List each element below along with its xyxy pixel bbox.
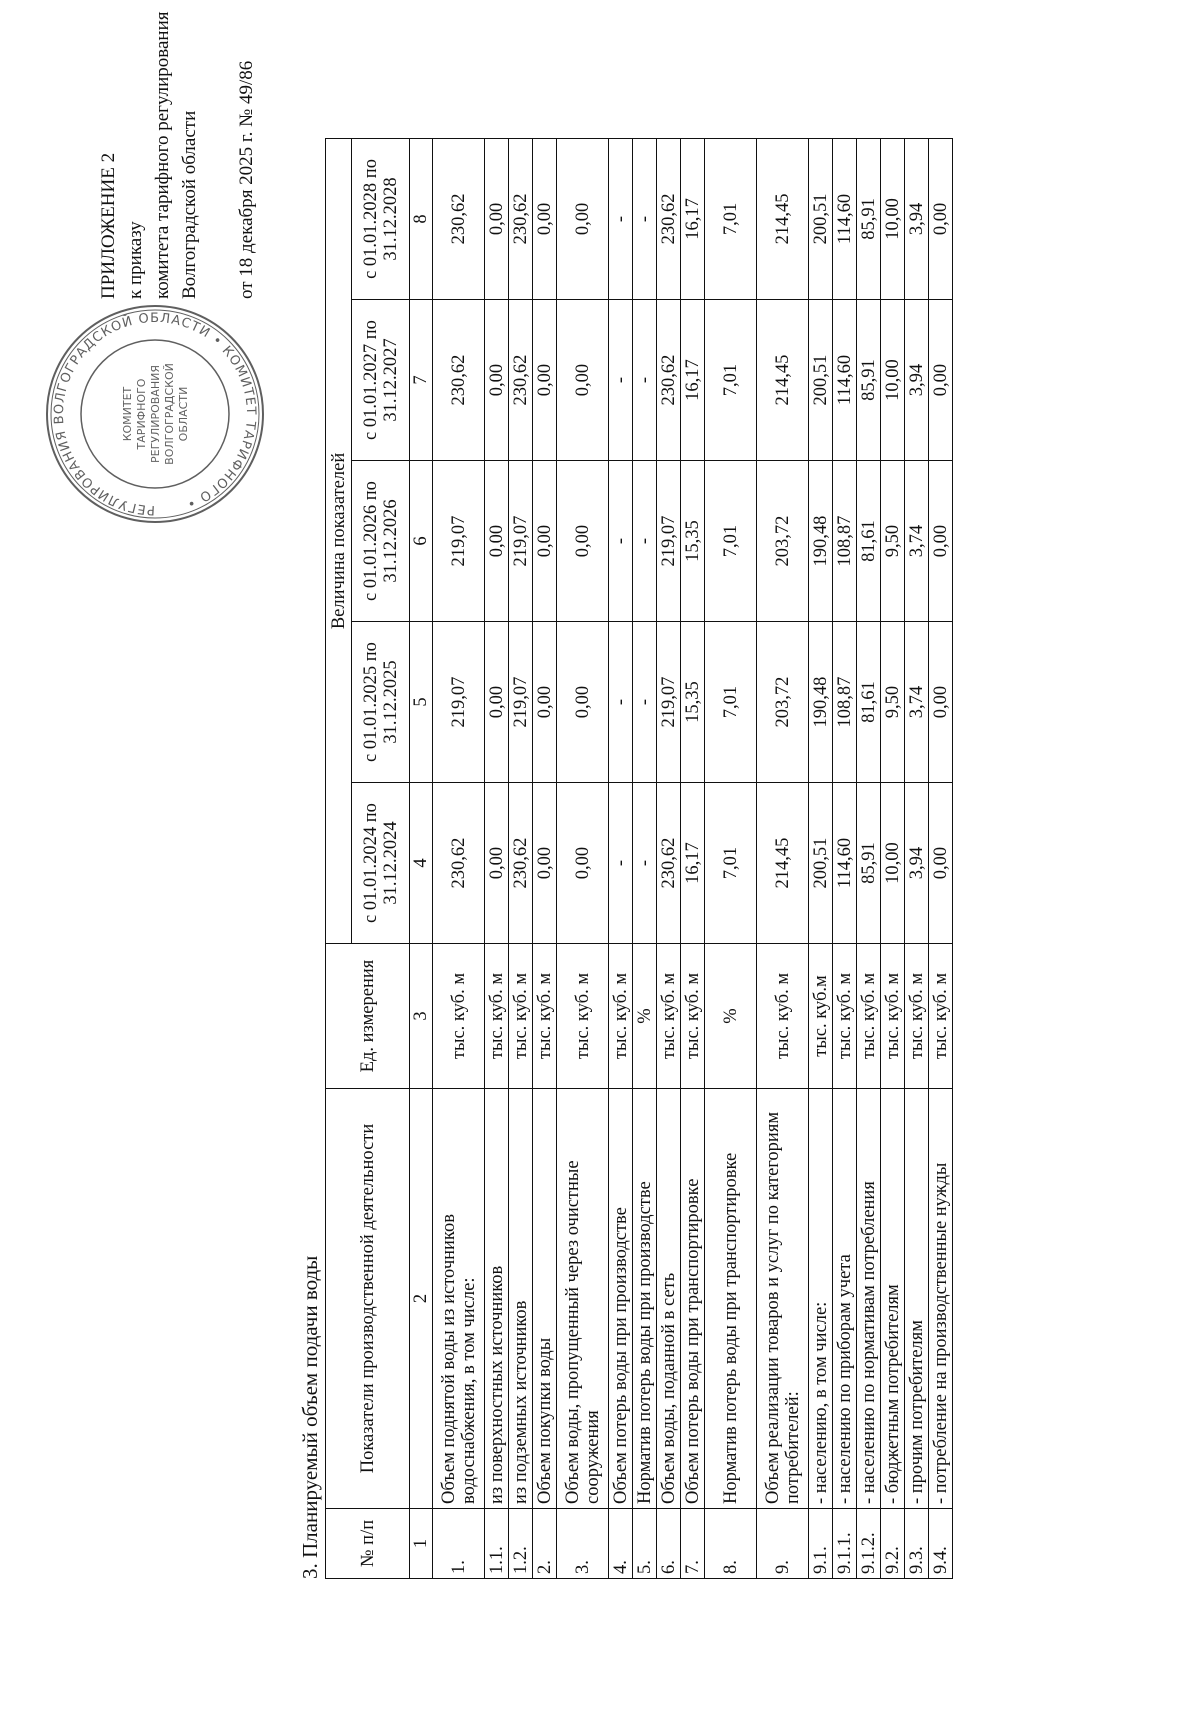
row-value: 81,61 (857, 622, 881, 783)
header-period: с 01.01.2028 по 31.12.2028 (352, 138, 410, 299)
row-unit: тыс. куб. м (485, 944, 509, 1089)
row-value: 3,74 (905, 622, 929, 783)
table-row (485, 138, 509, 1578)
row-value: - (633, 461, 657, 622)
row-value: 7,01 (705, 461, 757, 622)
row-number: 5. (633, 1509, 657, 1579)
row-unit: тыс. куб. м (757, 944, 809, 1089)
row-unit: тыс. куб. м (657, 944, 681, 1089)
row-value: 0,00 (485, 783, 509, 944)
seal-line: ОБЛАСТИ (177, 386, 190, 442)
row-number: 9.2. (881, 1509, 905, 1579)
header-unit: Ед. измерения (326, 944, 410, 1089)
row-value: 0,00 (533, 300, 557, 461)
table-body (433, 138, 953, 1578)
row-value: 219,07 (433, 461, 485, 622)
order-ref: к приказу (125, 221, 146, 299)
row-unit: % (705, 944, 757, 1089)
row-value: - (609, 138, 633, 299)
row-value: 200,51 (809, 300, 833, 461)
row-value: 7,01 (705, 783, 757, 944)
row-value: 190,48 (809, 461, 833, 622)
row-unit: тыс. куб. м (929, 944, 953, 1089)
header-values-group: Величина показателей (326, 138, 352, 943)
column-index: 2 (410, 1089, 433, 1509)
row-value: 219,07 (509, 622, 533, 783)
row-indicator-name: Объем воды, пропущенный через очистные сооружения (557, 1089, 609, 1509)
committee-name: комитета тарифного регулирования (152, 11, 173, 299)
table-row (705, 138, 757, 1578)
row-number: 6. (657, 1509, 681, 1579)
row-unit: тыс. куб. м (609, 944, 633, 1089)
row-indicator-name: из подземных источников (509, 1089, 533, 1509)
row-value: 214,45 (757, 300, 809, 461)
table-row (857, 138, 881, 1578)
row-number: 2. (533, 1509, 557, 1579)
row-unit: тыс. куб. м (509, 944, 533, 1089)
row-indicator-name: - бюджетным потребителям (881, 1089, 905, 1509)
row-value: 230,62 (509, 783, 533, 944)
row-value: 15,35 (681, 461, 705, 622)
row-value: 0,00 (929, 622, 953, 783)
row-value: 0,00 (557, 300, 609, 461)
row-value: 219,07 (433, 622, 485, 783)
row-value: - (633, 783, 657, 944)
row-value: 0,00 (557, 783, 609, 944)
row-value: 0,00 (929, 783, 953, 944)
row-unit: тыс. куб.м (809, 944, 833, 1089)
appendix-header (95, 11, 260, 299)
seal-line: КОМИТЕТ (121, 386, 134, 442)
seal-line: ТАРИФНОГО (135, 378, 148, 450)
table-row (609, 138, 633, 1578)
appendix-title: ПРИЛОЖЕНИЕ 2 (98, 152, 119, 299)
water-supply-table (325, 138, 953, 1579)
row-unit: тыс. куб. м (881, 944, 905, 1089)
row-number: 1.2. (509, 1509, 533, 1579)
table-row (833, 138, 857, 1578)
row-value: - (609, 622, 633, 783)
row-value: 214,45 (757, 138, 809, 299)
table-row (905, 138, 929, 1578)
row-indicator-name: - прочим потребителям (905, 1089, 929, 1509)
row-value: 3,94 (905, 300, 929, 461)
row-value: 85,91 (857, 783, 881, 944)
table-row (881, 138, 905, 1578)
row-indicator-name: - населению по приборам учета (833, 1089, 857, 1509)
row-value: 10,00 (881, 138, 905, 299)
row-unit: тыс. куб. м (833, 944, 857, 1089)
row-unit: тыс. куб. м (557, 944, 609, 1089)
row-value: 7,01 (705, 300, 757, 461)
row-value: 9,50 (881, 461, 905, 622)
row-value: - (609, 300, 633, 461)
row-unit: тыс. куб. м (905, 944, 929, 1089)
row-unit: тыс. куб. м (857, 944, 881, 1089)
row-indicator-name: - потребление на производственные нужды (929, 1089, 953, 1509)
row-value: 10,00 (881, 783, 905, 944)
row-indicator-name: - населению по нормативам потребления (857, 1089, 881, 1509)
row-value: 15,35 (681, 622, 705, 783)
table-row (533, 138, 557, 1578)
region-name: Волгоградской области (179, 110, 200, 299)
row-value: 0,00 (533, 138, 557, 299)
row-indicator-name: Объем реализации товаров и услуг по категориям потребителей: (757, 1089, 809, 1509)
row-value: 16,17 (681, 138, 705, 299)
official-seal (40, 299, 270, 529)
seal-line: РЕГУЛИРОВАНИЯ (149, 364, 162, 464)
row-value: 214,45 (757, 783, 809, 944)
row-number: 3. (557, 1509, 609, 1579)
row-value: 7,01 (705, 138, 757, 299)
row-number: 9.1. (809, 1509, 833, 1579)
row-value: 230,62 (433, 783, 485, 944)
row-value: 200,51 (809, 783, 833, 944)
row-unit: тыс. куб. м (533, 944, 557, 1089)
row-number: 9.3. (905, 1509, 929, 1579)
row-number: 9.4. (929, 1509, 953, 1579)
row-number: 9.1.2. (857, 1509, 881, 1579)
row-indicator-name: - населению, в том числе: (809, 1089, 833, 1509)
row-indicator-name: Объем поднятой воды из источников водоснабжения, в том числе: (433, 1089, 485, 1509)
table-row (809, 138, 833, 1578)
row-value: - (633, 138, 657, 299)
table-row (509, 138, 533, 1578)
header-period: с 01.01.2025 по 31.12.2025 (352, 622, 410, 783)
row-value: 219,07 (657, 461, 681, 622)
row-value: 0,00 (485, 138, 509, 299)
row-unit: тыс. куб. м (681, 944, 705, 1089)
row-unit: % (633, 944, 657, 1089)
row-value: 230,62 (433, 138, 485, 299)
table-row (633, 138, 657, 1578)
row-number: 9. (757, 1509, 809, 1579)
row-value: 0,00 (485, 300, 509, 461)
table-row (433, 138, 485, 1578)
row-value: 230,62 (657, 138, 681, 299)
row-value: 10,00 (881, 300, 905, 461)
column-index: 3 (410, 944, 433, 1089)
svg-text:РЕГУЛИРОВАНИЯ ВОЛГОГРАДСКОЙ ОБ: РЕГУЛИРОВАНИЯ ВОЛГОГРАДСКОЙ ОБЛАСТИ • КОМИТЕТ ТАРИФНОГО • (51, 310, 259, 518)
header-period: с 01.01.2024 по 31.12.2024 (352, 783, 410, 944)
column-index: 6 (410, 461, 433, 622)
row-value: 0,00 (533, 783, 557, 944)
table-row (929, 138, 953, 1578)
row-value: 230,62 (657, 783, 681, 944)
row-indicator-name: Объем потерь воды при транспортировке (681, 1089, 705, 1509)
header-period: с 01.01.2026 по 31.12.2026 (352, 461, 410, 622)
row-value: - (609, 783, 633, 944)
row-number: 1. (433, 1509, 485, 1579)
row-value: 230,62 (657, 300, 681, 461)
row-value: 0,00 (533, 622, 557, 783)
section-title: 3. Планируемый объем подачи воды (298, 1255, 322, 1579)
row-value: 16,17 (681, 300, 705, 461)
column-index: 1 (410, 1509, 433, 1579)
row-indicator-name: Объем воды, поданной в сеть (657, 1089, 681, 1509)
row-value: 114,60 (833, 783, 857, 944)
row-number: 4. (609, 1509, 633, 1579)
row-value: - (633, 300, 657, 461)
order-date: от 18 декабря 2025 г. № 49/86 (236, 60, 257, 299)
row-value: - (633, 622, 657, 783)
row-value: 190,48 (809, 622, 833, 783)
row-number: 8. (705, 1509, 757, 1579)
row-value: 114,60 (833, 138, 857, 299)
row-value: 3,74 (905, 461, 929, 622)
column-index: 5 (410, 622, 433, 783)
column-index-row (410, 138, 433, 1578)
row-value: 0,00 (929, 461, 953, 622)
row-number: 1.1. (485, 1509, 509, 1579)
header-name: Показатели производственной деятельности (326, 1089, 410, 1509)
row-indicator-name: Норматив потерь воды при транспортировке (705, 1089, 757, 1509)
row-value: 230,62 (509, 300, 533, 461)
row-indicator-name: из поверхностных источников (485, 1089, 509, 1509)
table-header (326, 138, 433, 1578)
row-value: 0,00 (929, 138, 953, 299)
row-value: - (609, 461, 633, 622)
row-indicator-name: Объем потерь воды при производстве (609, 1089, 633, 1509)
row-value: 3,94 (905, 783, 929, 944)
row-value: 16,17 (681, 783, 705, 944)
row-value: 85,91 (857, 300, 881, 461)
column-index: 8 (410, 138, 433, 299)
row-value: 0,00 (533, 461, 557, 622)
row-value: 85,91 (857, 138, 881, 299)
table-row (757, 138, 809, 1578)
row-value: 0,00 (557, 138, 609, 299)
row-value: 0,00 (557, 622, 609, 783)
row-indicator-name: Объем покупки воды (533, 1089, 557, 1509)
column-index: 7 (410, 300, 433, 461)
row-number: 7. (681, 1509, 705, 1579)
row-value: 0,00 (557, 461, 609, 622)
header-num: № п/п (326, 1509, 410, 1579)
row-value: 230,62 (433, 300, 485, 461)
row-value: 219,07 (509, 461, 533, 622)
row-value: 203,72 (757, 622, 809, 783)
row-value: 203,72 (757, 461, 809, 622)
table-row (557, 138, 609, 1578)
row-value: 81,61 (857, 461, 881, 622)
seal-line: ВОЛГОГРАДСКОЙ (163, 363, 176, 465)
row-value: 114,60 (833, 300, 857, 461)
row-value: 3,94 (905, 138, 929, 299)
row-value: 219,07 (657, 622, 681, 783)
row-number: 9.1.1. (833, 1509, 857, 1579)
row-value: 108,87 (833, 461, 857, 622)
table-row (681, 138, 705, 1578)
header-period: с 01.01.2027 по 31.12.2027 (352, 300, 410, 461)
row-value: 9,50 (881, 622, 905, 783)
table-row (657, 138, 681, 1578)
row-value: 7,01 (705, 622, 757, 783)
row-value: 0,00 (929, 300, 953, 461)
row-value: 108,87 (833, 622, 857, 783)
row-unit: тыс. куб. м (433, 944, 485, 1089)
row-value: 0,00 (485, 461, 509, 622)
row-value: 200,51 (809, 138, 833, 299)
column-index: 4 (410, 783, 433, 944)
row-value: 230,62 (509, 138, 533, 299)
row-indicator-name: Норматив потерь воды при производстве (633, 1089, 657, 1509)
row-value: 0,00 (485, 622, 509, 783)
